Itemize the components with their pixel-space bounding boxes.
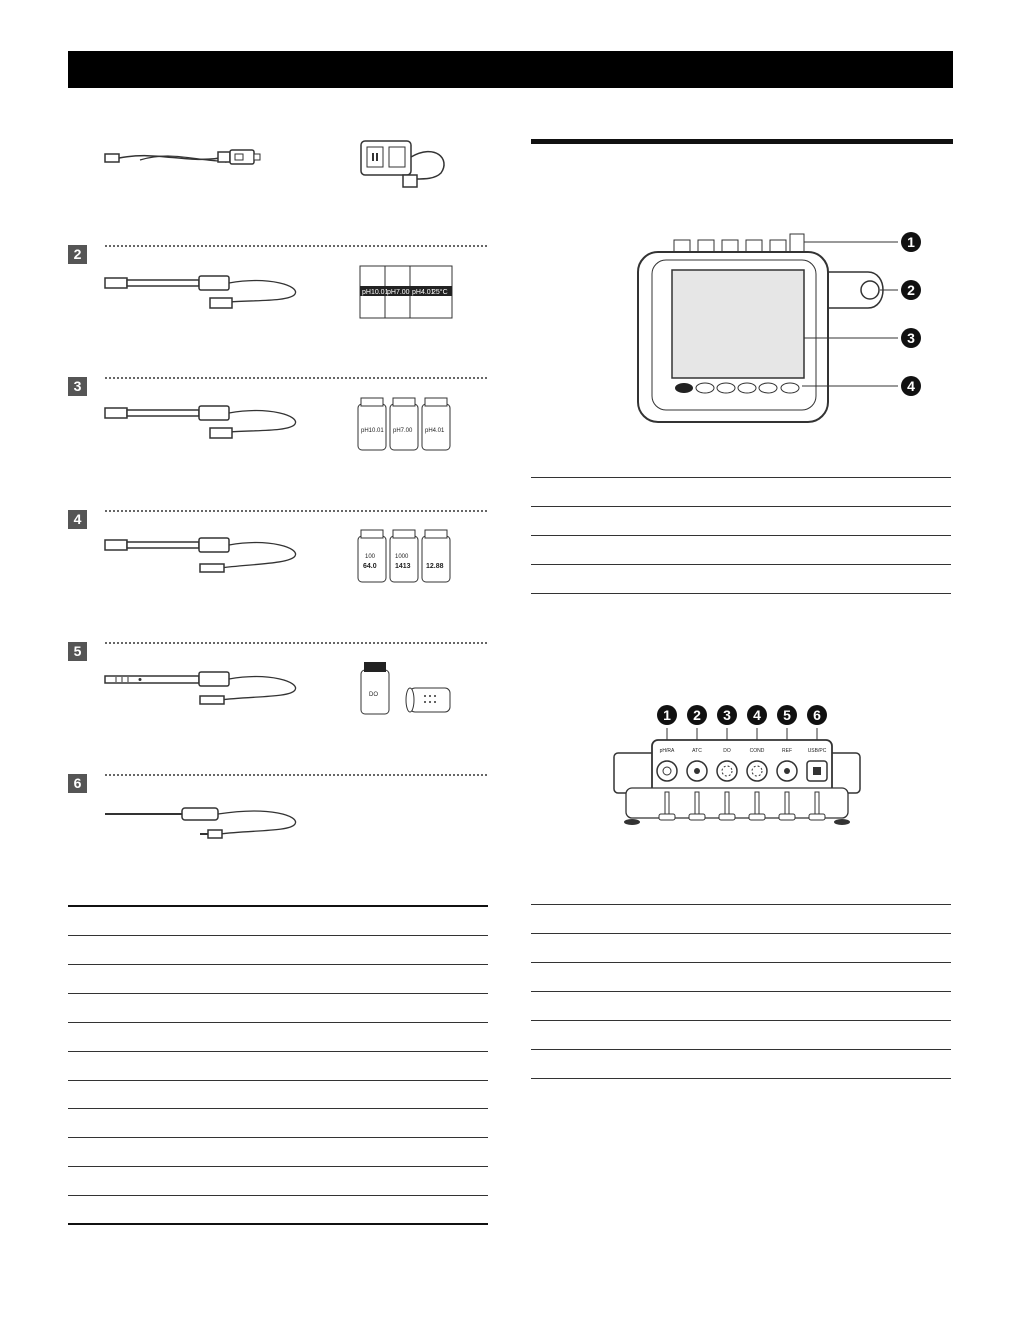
- do-bottle-label: DO: [369, 692, 378, 698]
- conductivity-standards-illustration: [355, 528, 455, 584]
- meter-rear-illustration: [612, 728, 862, 828]
- port-label: COND: [749, 748, 765, 754]
- ph-electrode-illustration: [100, 262, 310, 312]
- table-rule: [68, 1223, 488, 1225]
- table-rule: [531, 535, 951, 536]
- section-number-badge: 2: [68, 245, 87, 264]
- port-label: pH/RA: [659, 748, 675, 754]
- table-rule: [531, 564, 951, 565]
- section-divider: [105, 642, 487, 644]
- table-rule: [531, 1078, 951, 1079]
- section-number-badge: 6: [68, 774, 87, 793]
- temperature-probe-illustration: [100, 796, 310, 846]
- callout-badge: 4: [901, 376, 921, 396]
- table-rule: [68, 1195, 488, 1196]
- do-solution-illustration: [355, 658, 460, 718]
- bottle-label: pH7.00: [393, 428, 413, 434]
- table-rule: [68, 964, 488, 965]
- bottle-label: pH10.01: [361, 428, 384, 434]
- callout-badge: 1: [901, 232, 921, 252]
- bottle-label: pH4.01: [425, 428, 445, 434]
- section-divider: [105, 510, 487, 512]
- table-rule: [68, 1166, 488, 1167]
- do-probe-illustration: [100, 662, 310, 712]
- callout-badge: 5: [777, 705, 797, 725]
- standard-value: 1413: [395, 563, 411, 570]
- section-divider: [105, 774, 487, 776]
- table-rule: [68, 1051, 488, 1052]
- section-number-badge: 3: [68, 377, 87, 396]
- buffer-bottles-illustration: [355, 396, 455, 452]
- section-bar: [531, 139, 953, 144]
- table-rule: [68, 1080, 488, 1081]
- port-label: DO: [723, 748, 731, 754]
- table-rule: [531, 933, 951, 934]
- power-adapter-illustration: [355, 133, 455, 193]
- table-rule: [68, 1137, 488, 1138]
- header-bar: [68, 51, 953, 88]
- usb-cable-illustration: [100, 140, 270, 180]
- electrode-illustration: [100, 396, 310, 446]
- table-rule: [531, 593, 951, 594]
- conductivity-probe-illustration: [100, 530, 310, 580]
- callout-badge: 4: [747, 705, 767, 725]
- port-label: REF: [782, 748, 792, 754]
- callout-badge: 2: [901, 280, 921, 300]
- table-rule: [531, 962, 951, 963]
- buffer-label: pH7.00: [387, 289, 410, 296]
- callout-badge: 2: [687, 705, 707, 725]
- callout-badge: 3: [901, 328, 921, 348]
- table-rule: [68, 905, 488, 907]
- table-rule: [68, 1022, 488, 1023]
- table-rule: [531, 991, 951, 992]
- section-divider: [105, 245, 487, 247]
- standard-value: 12.88: [426, 563, 444, 570]
- table-rule: [531, 506, 951, 507]
- port-label: ATC: [692, 748, 702, 754]
- table-rule: [531, 1049, 951, 1050]
- section-divider: [105, 377, 487, 379]
- standard-label: 100: [365, 554, 376, 560]
- callout-badge: 1: [657, 705, 677, 725]
- section-number-badge: 5: [68, 642, 87, 661]
- ph-buffer-pouches-illustration: [358, 264, 454, 320]
- callout-badge: 6: [807, 705, 827, 725]
- table-rule: [531, 1020, 951, 1021]
- table-rule: [68, 993, 488, 994]
- callout-badge: 3: [717, 705, 737, 725]
- buffer-label: pH10.01: [362, 289, 389, 296]
- table-rule: [531, 904, 951, 905]
- section-number-badge: 4: [68, 510, 87, 529]
- standard-label: 1000: [395, 554, 409, 560]
- buffer-label: 25°C: [432, 289, 448, 296]
- meter-front-illustration: [618, 230, 898, 430]
- table-rule: [531, 477, 951, 478]
- port-label: USB/PC: [807, 748, 827, 754]
- standard-value: 64.0: [363, 563, 377, 570]
- table-rule: [68, 1108, 488, 1109]
- table-rule: [68, 935, 488, 936]
- buffer-label: pH4.01: [412, 289, 435, 296]
